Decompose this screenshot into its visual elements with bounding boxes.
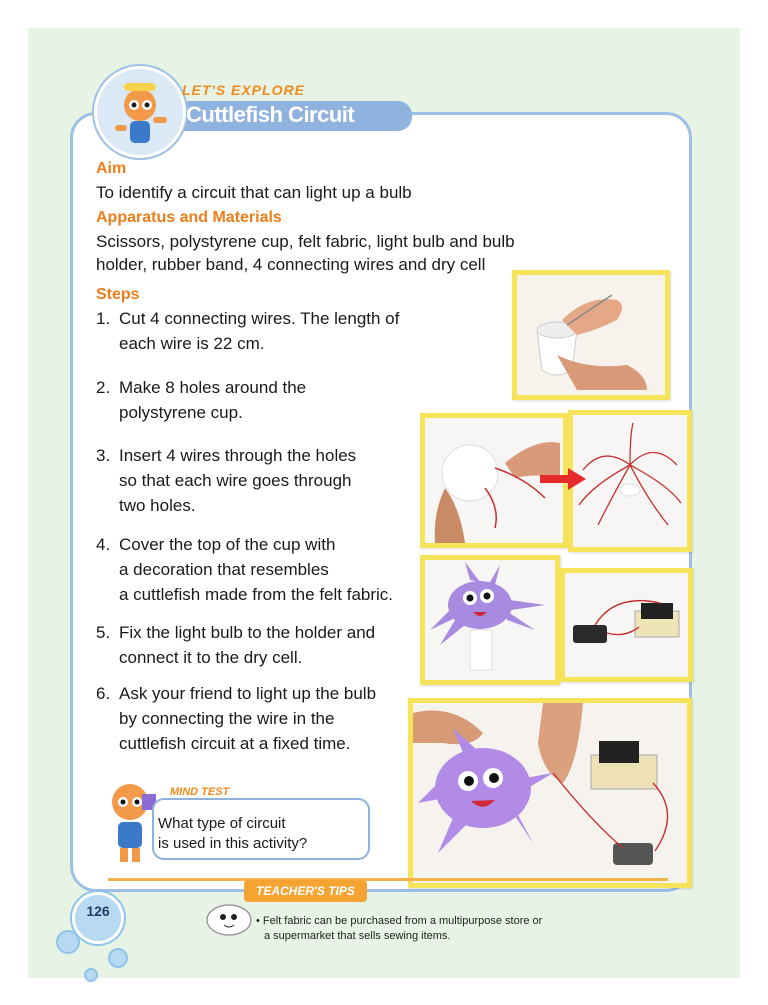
step-line: two holes. <box>119 496 196 515</box>
step-number: 2. <box>96 378 111 397</box>
step-line: polystyrene cup. <box>119 403 243 422</box>
photo-lighting-bulb <box>408 698 692 888</box>
steps-heading: Steps <box>96 286 140 303</box>
photo-bulb-and-cell <box>560 568 693 682</box>
apparatus-line-1: Scissors, polystyrene cup, felt fabric, light bulb and bulb <box>96 232 515 251</box>
step-number: 4. <box>96 535 111 554</box>
step-number: 5. <box>96 623 111 642</box>
molecule-bubble-icon <box>108 948 128 968</box>
teachers-tips-label: TEACHER'S TIPS <box>244 880 367 902</box>
step-line: so that each wire goes through <box>119 471 352 490</box>
aim-text: To identify a circuit that can light up a bulb <box>96 183 412 202</box>
step-line: a decoration that resembles <box>119 560 329 579</box>
step-line: cuttlefish circuit at a fixed time. <box>119 734 351 753</box>
photo-wires-through-cup <box>568 410 692 552</box>
cloud-mascot-icon <box>204 898 254 940</box>
mind-test-label: MIND TEST <box>170 786 230 798</box>
tips-line: a supermarket that sells sewing items. <box>264 930 451 942</box>
page-number: 126 <box>86 903 110 919</box>
photo-cuttlefish-decoration <box>420 555 560 685</box>
tips-line: • Felt fabric can be purchased from a multipurpose store or <box>256 915 543 927</box>
mind-test-line: What type of circuit <box>158 815 286 832</box>
apparatus-line-2: holder, rubber band, 4 connecting wires and dry cell <box>96 255 486 274</box>
apparatus-heading: Apparatus and Materials <box>96 209 282 226</box>
step-number: 6. <box>96 684 111 703</box>
step-line: connect it to the dry cell. <box>119 648 303 667</box>
step-line: Cut 4 connecting wires. The length of <box>119 309 400 328</box>
mind-test-line: is used in this activity? <box>158 835 308 852</box>
step-line: by connecting the wire in the <box>119 709 335 728</box>
tips-divider <box>108 878 668 897</box>
step-line: Make 8 holes around the <box>119 378 307 397</box>
step-line: Insert 4 wires through the holes <box>119 446 357 465</box>
explore-label: LET'S EXPLORE <box>182 82 305 98</box>
arrow-right-icon <box>540 468 586 490</box>
step-number: 1. <box>96 309 111 328</box>
robot-mascot-icon <box>94 66 186 158</box>
step-line: Fix the light bulb to the holder and <box>119 623 376 642</box>
teachers-tips-text <box>256 914 576 944</box>
step-line: each wire is 22 cm. <box>119 334 265 353</box>
photo-making-holes <box>512 270 670 400</box>
step-line: a cuttlefish made from the felt fabric. <box>119 585 394 604</box>
molecule-bubble-icon <box>84 968 98 982</box>
step-line: Ask your friend to light up the bulb <box>119 684 377 703</box>
page-title: Cuttlefish Circuit <box>186 102 355 127</box>
mind-test-question <box>158 814 358 854</box>
step-number: 3. <box>96 446 111 465</box>
step-line: Cover the top of the cup with <box>119 535 336 554</box>
molecule-bubble-icon <box>56 930 80 954</box>
aim-heading: Aim <box>96 160 127 177</box>
